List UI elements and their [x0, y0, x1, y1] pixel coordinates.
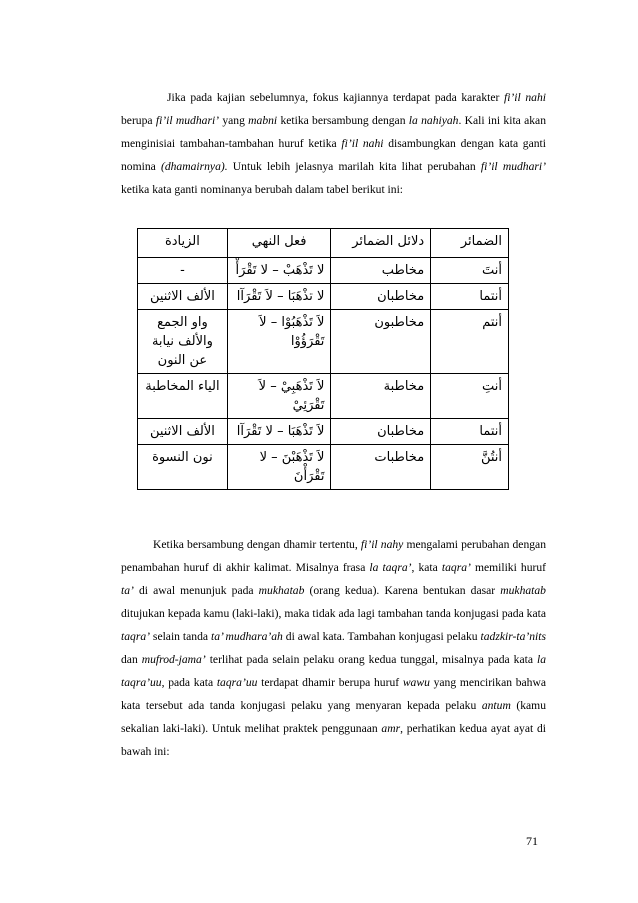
table-cell: الألف الاثنين [138, 419, 228, 445]
text-run: terlihat pada selain pelaku orang kedua tunggal, misalnya pada kata [205, 653, 537, 666]
table-cell: مخاطبون [331, 310, 431, 374]
italic-term: la nahiyah [408, 114, 459, 127]
italic-term: taqra’ [121, 630, 150, 643]
italic-term: la taqra’ [369, 561, 412, 574]
table-cell: مخاطبان [331, 284, 431, 310]
text-run: (kamu sekalian laki-laki). Untuk melihat praktek penggunaan [121, 699, 546, 735]
text-run: , kata [411, 561, 442, 574]
table-cell: أنتما [431, 419, 509, 445]
header-cell: فعل النهي [227, 229, 331, 258]
italic-term: (dhamairnya). [160, 160, 228, 173]
italic-term: la taqra’uu [121, 653, 547, 689]
table-cell: مخاطبة [331, 374, 431, 419]
table-row [138, 258, 509, 284]
italic-term: mukhatab [500, 584, 546, 597]
table-cell: مخاطب [331, 258, 431, 284]
italic-term: mufrod-jama’ [141, 653, 206, 666]
table-row [138, 284, 509, 310]
table-cell: نون النسوة [138, 445, 228, 490]
text-run: (orang kedua). Karena bentukan dasar [304, 584, 501, 597]
table-cell: أنتم [431, 310, 509, 374]
text-run: terdapat dhamir berupa huruf [257, 676, 403, 689]
text-run: . Kali ini kita akan menginisiai tambahan-tambahan huruf ketika [121, 114, 546, 150]
table-row [138, 445, 509, 490]
page-number: 71 [526, 834, 538, 848]
italic-term: ta’ [121, 584, 134, 597]
italic-term: tadzkir-ta’nits [480, 630, 546, 643]
text-run: Untuk lebih jelasnya marilah kita lihat perubahan [227, 160, 481, 173]
italic-term: fi’il mudhari’ [480, 160, 546, 173]
italic-term: fi’il nahi [341, 137, 384, 150]
italic-term: fi’il mudhari’ [155, 114, 220, 127]
text-run: berupa [121, 114, 156, 127]
table-cell: لاَ تَذْهَبَا – لا تَقْرَآا [227, 419, 331, 445]
table-cell: مخاطبات [331, 445, 431, 490]
italic-term: antum [481, 699, 511, 712]
table-header-row [138, 229, 509, 258]
text-run: yang [219, 114, 249, 127]
header-cell: الزيادة [138, 229, 228, 258]
text-run: dan [121, 653, 142, 666]
italic-term: taqra’ [441, 561, 471, 574]
text-run: , perhatikan kedua ayat ayat di bawah ini: [121, 722, 546, 758]
text-run: ketika kata ganti nominanya berubah dalam tabel berikut ini: [121, 183, 404, 196]
table-row [138, 419, 509, 445]
text-run: disambungkan dengan kata ganti nomina [121, 137, 546, 173]
table-cell: أنتُنَّ [431, 445, 509, 490]
dhamir-table [137, 228, 509, 490]
table-cell: واو الجمع والألف نيابة عن النون [138, 310, 228, 374]
italic-term: amr [381, 722, 401, 735]
italic-term: ta’ mudhara’ah [210, 630, 283, 643]
italic-term: fi’il nahi [503, 91, 546, 104]
table-cell: لا تذْهَبَا – لاَ تَقْرَآا [227, 284, 331, 310]
text-run: memiliki huruf [470, 561, 547, 574]
text-run: ketika bersambung dengan [277, 114, 409, 127]
table-cell: مخاطبان [331, 419, 431, 445]
text-run: ditujukan kepada kamu (laki-laki), maka tidak ada lagi tambahan tanda konjugasi pada kata [121, 607, 546, 620]
table-cell: لاَ تَذْهَبِيْ – لاَ تَقْرَئِيْ [227, 374, 331, 419]
italic-term: mabni [248, 114, 278, 127]
italic-term: fi’il nahy [360, 538, 404, 551]
table-cell: أنتما [431, 284, 509, 310]
text-run: selain tanda [149, 630, 211, 643]
table-cell: الألف الاثنين [138, 284, 228, 310]
table-cell: - [138, 258, 228, 284]
text-run: yang mencirikan bahwa kata tersebut ada tanda konjugasi pelaku yang menyaran kepada pelaku [121, 676, 546, 712]
paragraph-intro [121, 86, 546, 201]
table-row [138, 310, 509, 374]
table-row [138, 374, 509, 419]
header-cell: دلائل الضمائر [331, 229, 431, 258]
italic-term: mukhatab [258, 584, 305, 597]
table-cell: أنتِ [431, 374, 509, 419]
text-run: di awal menunjuk pada [133, 584, 259, 597]
text-run: di awal kata. Tambahan konjugasi pelaku [282, 630, 481, 643]
text-run: Jika pada kajian sebelumnya, fokus kajiannya terdapat pada karakter [167, 91, 504, 104]
italic-term: taqra’uu [216, 676, 258, 689]
text-run: mengalami perubahan dengan penambahan huruf di akhir kalimat. Misalnya frasa [121, 538, 546, 574]
header-cell: الضمائر [431, 229, 509, 258]
text-run: , pada kata [161, 676, 217, 689]
table-cell: لا تَذْهَبْ – لا تَقْرَأْ [227, 258, 331, 284]
table-cell: الياء المخاطبة [138, 374, 228, 419]
text-run: Ketika bersambung dengan dhamir tertentu, [153, 538, 361, 551]
paragraph-explanation [121, 533, 546, 763]
table-cell: لاَ تَذْهَبُوْا – لاَ تَقْرَؤُوْا [227, 310, 331, 374]
table-cell: لاَ تَذْهَبْنَ – لا تَقْرَأْنَ [227, 445, 331, 490]
table-cell: أنتَ [431, 258, 509, 284]
italic-term: wawu [402, 676, 430, 689]
